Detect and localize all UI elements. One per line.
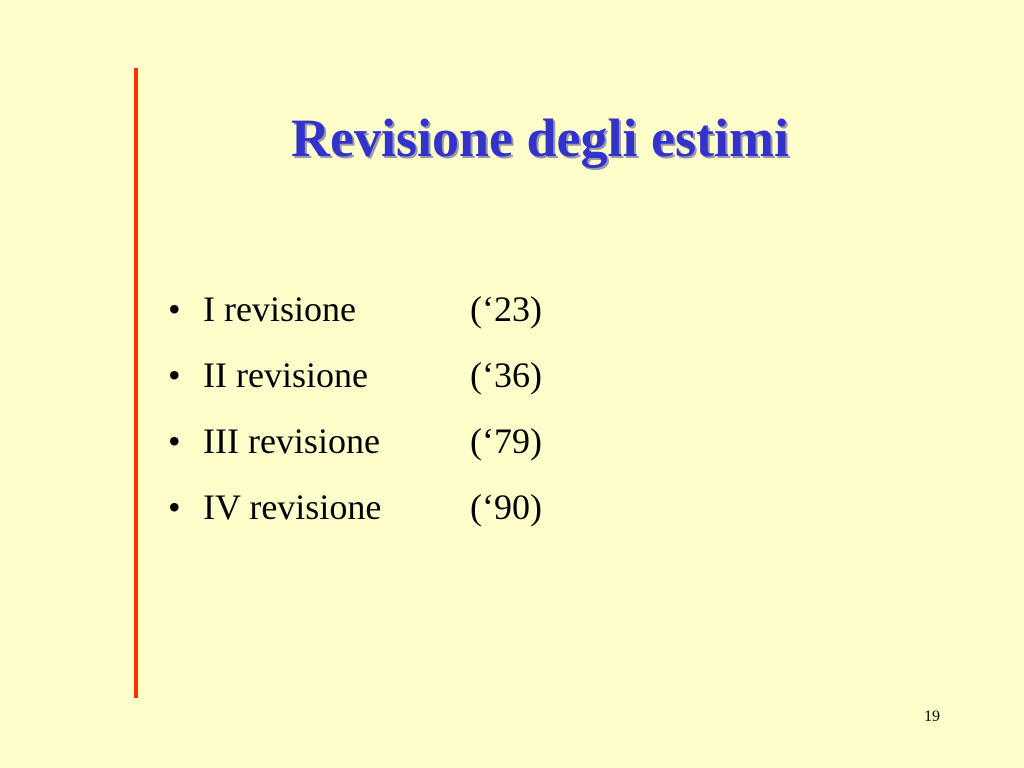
revision-year: (‘36) — [470, 355, 542, 395]
revision-label: I revisione — [203, 289, 356, 329]
slide-title: Revisione degli estimi — [291, 108, 789, 168]
page-number: 19 — [924, 708, 940, 725]
revision-label: III revisione — [203, 421, 380, 461]
bullet-icon: • — [168, 355, 181, 395]
accent-vertical-line — [134, 68, 138, 698]
revision-year: (‘79) — [470, 421, 542, 461]
bullet-icon: • — [168, 487, 181, 527]
revision-label: II revisione — [203, 355, 368, 395]
bullet-icon: • — [168, 421, 181, 461]
revision-year: (‘90) — [470, 487, 542, 527]
revision-year: (‘23) — [470, 289, 542, 329]
revision-label: IV revisione — [203, 487, 382, 527]
bullet-icon: • — [168, 289, 181, 329]
